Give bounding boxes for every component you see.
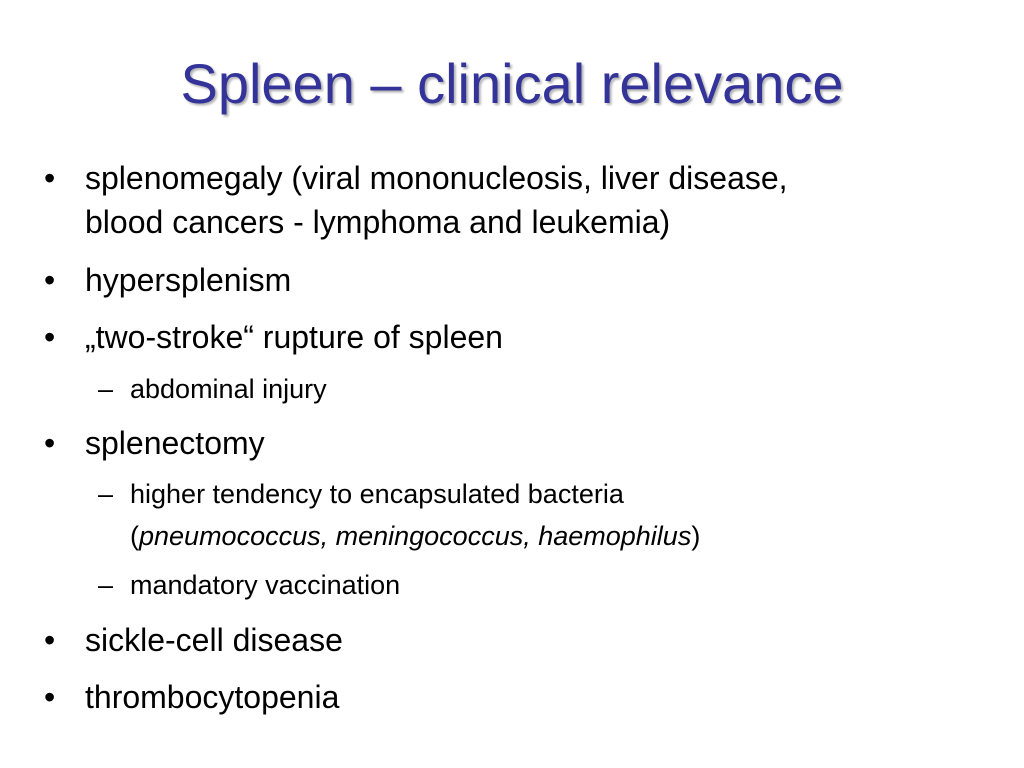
sub-bullet-dash: – <box>98 570 114 600</box>
sub-bullet-abdominal-injury: abdominal injury <box>130 374 327 404</box>
sub-bullet-dash: – <box>98 374 114 404</box>
bullet-text-hypersplenism: hypersplenism <box>85 262 292 298</box>
bullet-text-splenomegaly-cont: blood cancers - lymphoma and leukemia) <box>85 204 671 240</box>
bullet-marker: • <box>44 622 56 658</box>
bullet-text-splenectomy: splenectomy <box>85 425 265 461</box>
sub-bullet-mandatory-vaccination: mandatory vaccination <box>130 570 401 600</box>
bacteria-names-italic: pneumococcus, meningococcus, haemophilus <box>139 521 692 551</box>
bullet-text-splenomegaly: splenomegaly (viral mononucleosis, liver disease, <box>85 160 788 196</box>
bullet-marker: • <box>44 319 56 355</box>
bullet-marker: • <box>44 160 56 196</box>
paren-open: ( <box>130 521 139 551</box>
sub-bullet-dash: – <box>98 479 114 509</box>
sub-bullet-encapsulated-bacteria: higher tendency to encapsulated bacteria <box>130 479 624 509</box>
bullet-text-rupture: „two-stroke“ rupture of spleen <box>85 319 503 355</box>
bullet-marker: • <box>44 262 56 298</box>
bullet-marker: • <box>44 425 56 461</box>
slide-title: Spleen – clinical relevance <box>180 52 844 115</box>
sub-bullet-bacteria-list <box>130 518 700 554</box>
bullet-text-thrombocytopenia: thrombocytopenia <box>85 679 340 715</box>
bullet-marker: • <box>44 679 56 715</box>
paren-close: ) <box>691 521 701 551</box>
bullet-text-sickle-cell: sickle-cell disease <box>85 622 343 658</box>
